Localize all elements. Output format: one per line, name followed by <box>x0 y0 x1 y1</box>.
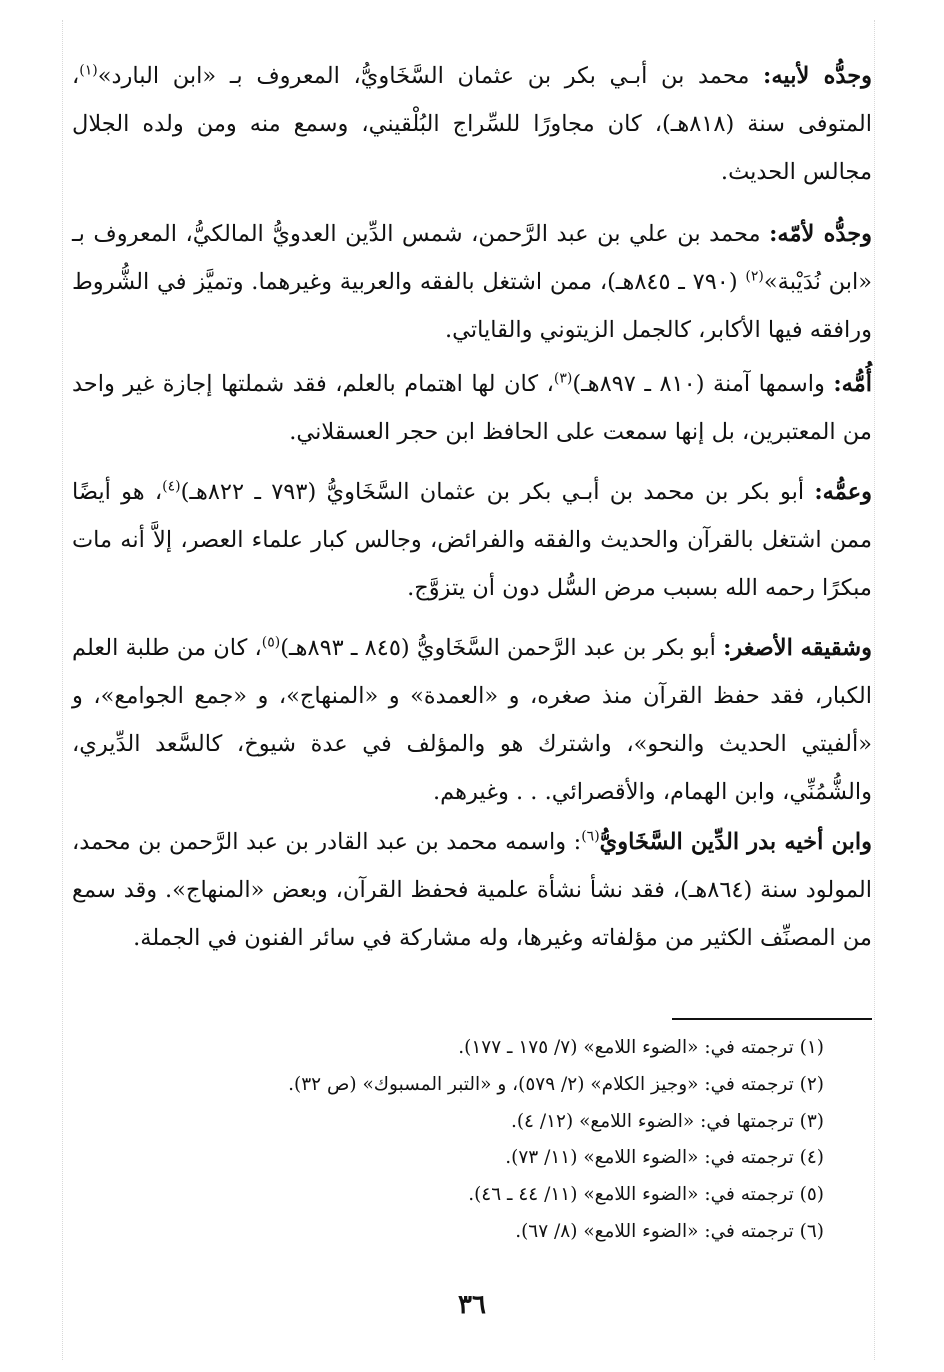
paragraph-rest: ، كان من طلبة العلم الكبار، فقد حفظ القرآن منذ صغره، و «العمدة» و «المنهاج»، و «جمع الجوامع»، و «ألفيتي الحديث والنحو»، واشترك هو والمؤلف في عدة شيوخ، كالسَّعد الدِّيري، والشُّمُنِّي، وابن الهمام، والأقصرائي. . . وغيرهم. <box>72 635 872 805</box>
footnote-ref[interactable]: (١) <box>79 62 98 79</box>
scan-artifact-right <box>874 20 875 1360</box>
paragraph-younger-brother <box>72 624 872 816</box>
paragraph-maternal-grandfather <box>72 210 872 354</box>
paragraph-rest: ، هو أيضًا ممن اشتغل بالقرآن والحديث والفقه والفرائض، وجالس كبار علماء العصر، إلاَّ أنه مات مبكرًا رحمه الله بسبب مرض السُّل دون أن يتزوَّج. <box>72 479 872 601</box>
paragraph-text: واسمها آمنة (٨١٠ ـ ٨٩٧هـ) <box>572 371 834 397</box>
paragraph-uncle <box>72 468 872 612</box>
footnote-ref[interactable]: (٣) <box>553 370 573 387</box>
paragraph-text: أبو بكر بن عبد الرَّحمن السَّخَاويُّ (٨٤٥ ـ ٨٩٣هـ) <box>280 635 724 661</box>
paragraph-lead: وعمُّه: <box>814 479 873 505</box>
footnote-2: (٢) ترجمته في: «وجيز الكلام» (٢/ ٥٧٩)، و «التبر المسبوك» (ص ٣٢). <box>288 1073 824 1095</box>
paragraph-lead: وجدُّه لأبيه: <box>763 63 872 89</box>
paragraph-lead: وابن أخيه بدر الدِّين السَّخَاويُّ <box>599 829 872 855</box>
paragraph-text: أبو بكر بن محمد بن أبـي بكر بن عثمان السَّخَاويُّ (٧٩٣ ـ ٨٢٢هـ) <box>180 479 815 505</box>
paragraph-lead: أُمُّه: <box>833 371 872 397</box>
footnote-ref[interactable]: (٦) <box>581 828 600 845</box>
paragraph-rest: (٧٩٠ ـ ٨٤٥هـ)، ممن اشتغل بالفقه والعربية وغيرهما. وتميَّز في الشُّروط ورافقه فيها الأكابر، كالجمل الزيتوني والقاياتي. <box>72 269 872 343</box>
scan-artifact-left <box>62 20 63 1360</box>
paragraph-nephew <box>72 818 872 962</box>
footnote-divider <box>672 1018 872 1020</box>
paragraph-rest: ، كان لها اهتمام بالعلم، فقد شملتها إجازة غير واحد من المعتبرين، بل إنها سمعت على الحافظ ابن حجر العسقلاني. <box>72 371 872 445</box>
footnote-6: (٦) ترجمته في: «الضوء اللامع» (٨/ ٦٧). <box>515 1220 824 1242</box>
footnote-ref[interactable]: (٢) <box>745 268 764 285</box>
paragraph-text: محمد بن علي بن عبد الرَّحمن، شمس الدِّين العدويُّ المالكيُّ، المعروف بـ «ابن نُدَيْبة» <box>72 221 872 295</box>
paragraph-rest: : واسمه محمد بن عبد القادر بن عبد الرَّحمن بن محمد، المولود سنة (٨٦٤هـ)، فقد نشأ نشأة علمية فحفظ القرآن، وبعض «المنهاج». وقد سمع من المصنِّف الكثير من مؤلفاته وغيرها، وله مشاركة في سائر الفنون في الجملة. <box>72 829 872 951</box>
footnote-5: (٥) ترجمته في: «الضوء اللامع» (١١/ ٤٤ ـ ٤٦). <box>468 1184 824 1206</box>
footnotes-list <box>84 1030 824 1251</box>
footnote-1: (١) ترجمته في: «الضوء اللامع» (٧/ ١٧٥ ـ ١٧٧). <box>458 1037 824 1058</box>
paragraph-lead: وجدُّه لأمّه: <box>769 221 872 247</box>
paragraph-paternal-grandfather <box>72 52 872 196</box>
paragraph-text: محمد بن أبـي بكر بن عثمان السَّخَاويُّ، المعروف بـ «ابن البارد» <box>97 63 764 89</box>
footnote-3: (٣) ترجمتها في: «الضوء اللامع» (١٢/ ٤). <box>510 1110 824 1132</box>
paragraph-mother <box>72 360 872 456</box>
footnote-4: (٤) ترجمته في: «الضوء اللامع» (١١/ ٧٣). <box>505 1147 824 1169</box>
paragraph-lead: وشقيقه الأصغر: <box>723 635 872 661</box>
footnote-ref[interactable]: (٤) <box>162 478 181 495</box>
paragraph-rest: ، المتوفى سنة (٨١٨هـ)، كان مجاورًا للسِّراج البُلْقيني، وسمع منه ومن ولده الجلال مجالس الحديث. <box>72 63 872 185</box>
page-number: ٣٦ <box>458 1290 486 1320</box>
footnote-ref[interactable]: (٥) <box>261 634 281 651</box>
